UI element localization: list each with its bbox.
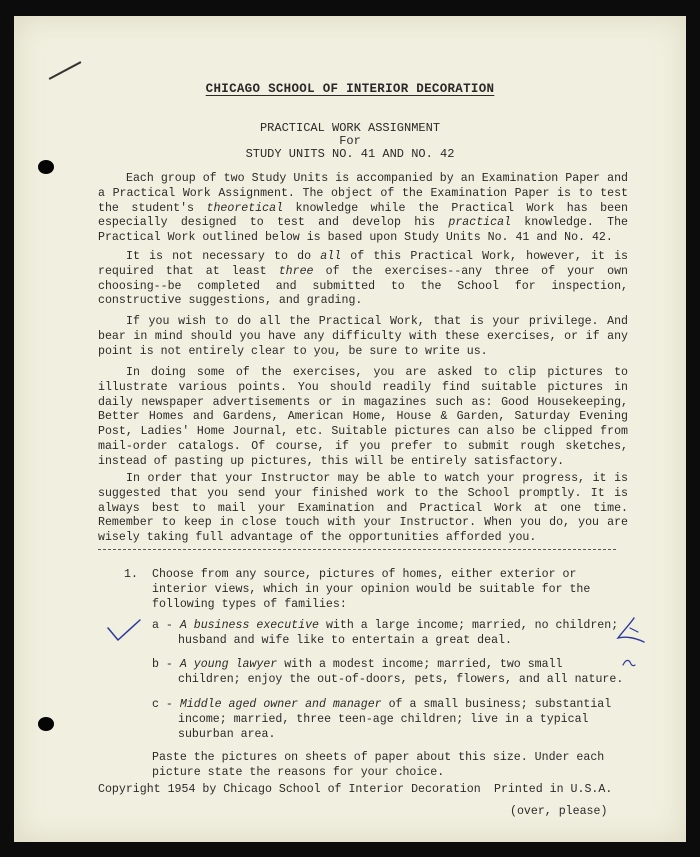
exercise-number: 1.	[124, 568, 138, 581]
paste-instructions: Paste the pictures on sheets of paper about this size. Under each picture state the reasons for your choice.	[152, 751, 605, 779]
punch-hole	[38, 160, 54, 174]
over-please: (over, please)	[510, 805, 608, 818]
intro-paragraph: Each group of two Study Units is accompanied by an Examination Paper and a Practical Work Assignment. The object of the Examination Paper is to test the student's theoretical knowledge while the Practical Work has been especially designed to test and develop his practical knowledge. The Practical Work outlined below is based upon Study Units No. 41 and No. 42.	[98, 172, 629, 245]
exercise-option-b: b - A young lawyer with a modest income; married, two small children; enjoy the out-of-doors, pets, flowers, and all nature.	[152, 658, 624, 686]
assignment-title: PRACTICAL WORK ASSIGNMENT	[259, 121, 441, 135]
exercise-text: Choose from any source, pictures of homes, either exterior or interior views, which in your opinion would be suitable for the following types of families:	[152, 568, 591, 611]
checkmark-icon	[106, 618, 142, 644]
assignment-for: For	[339, 134, 361, 148]
dashed-divider	[98, 549, 616, 550]
privilege-paragraph: If you wish to do all the Practical Work, that is your privilege. And bear in mind should you have any difficulty with these exercises, or if any point is not entirely clear to you, be sure to write us.	[98, 315, 628, 358]
exercise-option-a: a - A business executive with a large income; married, no children; husband and wife like to entertain a great deal.	[152, 619, 619, 647]
requirement-paragraph: It is not necessary to do all of this Practical Work, however, it is required that at least three of the exercises--any three of your own choosing--be completed and submitted to the School for inspection, constructive suggestions, and grading.	[98, 250, 628, 308]
pencil-mark	[49, 61, 81, 79]
pictures-paragraph: In doing some of the exercises, you are asked to clip pictures to illustrate various points. You should readily find suitable pictures in daily newspaper advertisements or in magazines such as: Good Housekeeping, Better Homes and Gardens, American Home, House & Garden, Saturday Evening Post, Ladies' Home Journal, etc. Suitable pictures can also be clipped from mail-order catalogs. Of course, if you prefer to submit rough sketches, instead of pasting up pictures, this will be entirely satisfactory.	[98, 366, 628, 468]
punch-hole	[38, 717, 54, 731]
grade-mark-icon	[614, 616, 648, 646]
school-title: CHICAGO SCHOOL OF INTERIOR DECORATION	[205, 82, 495, 96]
pen-tick-icon	[621, 656, 637, 668]
document-page	[14, 16, 686, 842]
copyright-notice: Copyright 1954 by Chicago School of Interior Decoration	[98, 783, 481, 796]
printed-in: Printed in U.S.A.	[494, 783, 613, 796]
progress-paragraph: In order that your Instructor may be able to watch your progress, it is suggested that you send your finished work to the School promptly. It is always best to mail your Examination and Practical Work at one time. Remember to keep in close touch with your Instructor. When you do, you are wisely taking full advantage of the opportunities afforded you.	[98, 472, 628, 545]
assignment-units: STUDY UNITS NO. 41 AND NO. 42	[245, 147, 455, 161]
exercise-option-c: c - Middle aged owner and manager of a small business; substantial income; married, three teen-age children; live in a typical suburban area.	[152, 698, 612, 741]
